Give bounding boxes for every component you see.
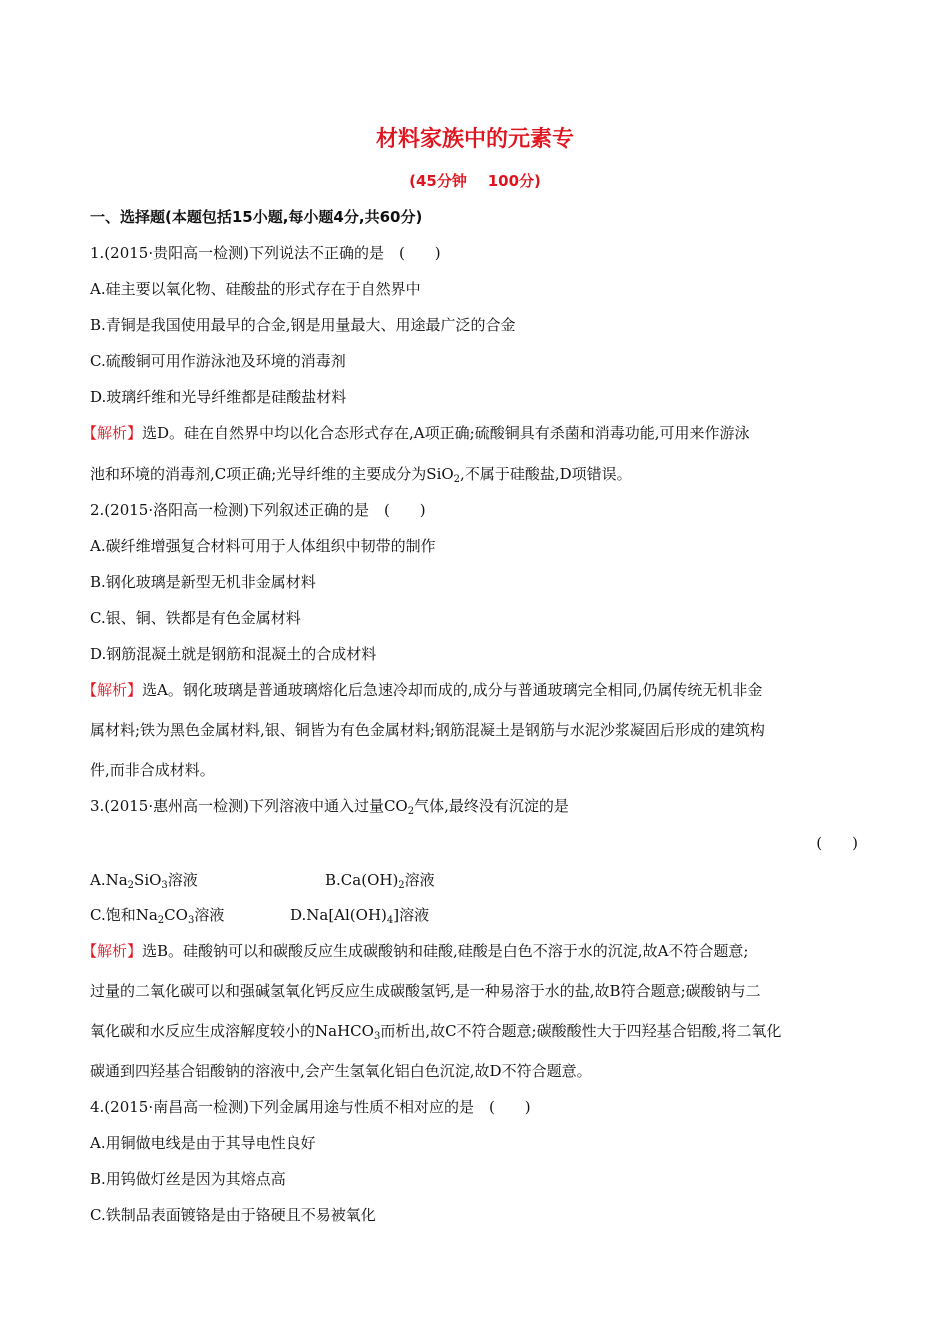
q3-stem bbox=[90, 796, 569, 816]
q1-analysis-text: 选D。硅在自然界中均以化合态形式存在,A项正确;硫酸铜具有杀菌和消毒功能,可用来作游泳 bbox=[142, 424, 750, 442]
q1-option-a: A.硅主要以氧化物、硅酸盐的形式存在于自然界中 bbox=[90, 280, 421, 298]
q1-option-c: C.硫酸铜可用作游泳池及环境的消毒剂 bbox=[90, 352, 346, 370]
q3-b-1: B.Ca(OH) bbox=[325, 871, 399, 889]
subscript: 2 bbox=[398, 880, 405, 891]
q3-stem-b: 气体,最终没有沉淀的是 bbox=[414, 797, 569, 815]
subscript: 2 bbox=[157, 915, 165, 926]
q1-option-d: D.玻璃纤维和光导纤维都是硅酸盐材料 bbox=[90, 388, 347, 406]
q1-analysis-text-2b: ,不属于硅酸盐,D项错误。 bbox=[460, 465, 632, 483]
q3-option-b bbox=[325, 870, 435, 890]
q3-d-2: ]溶液 bbox=[393, 906, 430, 924]
q1-analysis-text-2a: 池和环境的消毒剂,C项正确;光导纤维的主要成分为SiO bbox=[90, 465, 454, 483]
q4-option-b: B.用钨做灯丝是因为其熔点高 bbox=[90, 1170, 286, 1188]
q3-c-2: CO bbox=[164, 906, 188, 924]
q2-analysis-line-3: 件,而非合成材料。 bbox=[90, 761, 215, 779]
q3-c-3: 溶液 bbox=[194, 906, 225, 924]
q3-option-d bbox=[290, 905, 429, 925]
q2-option-a: A.碳纤维增强复合材料可用于人体组织中韧带的制作 bbox=[90, 537, 436, 555]
section-heading: 一、选择题(本题包括15小题,每小题4分,共60分) bbox=[90, 208, 423, 226]
q2-option-b: B.钢化玻璃是新型无机非金属材料 bbox=[90, 573, 316, 591]
q3-analysis-text-3a: 氧化碳和水反应生成溶解度较小的NaHCO bbox=[90, 1022, 374, 1040]
q4-stem: 4.(2015·南昌高一检测)下列金属用途与性质不相对应的是 ( ) bbox=[90, 1098, 531, 1116]
q3-analysis-text-3b: 而析出,故C不符合题意;碳酸酸性大于四羟基合铝酸,将二氧化 bbox=[380, 1022, 782, 1040]
q3-stem-a: 3.(2015·惠州高一检测)下列溶液中通入过量CO bbox=[90, 797, 408, 815]
q3-a-3: 溶液 bbox=[167, 871, 198, 889]
subscript: 2 bbox=[453, 474, 461, 485]
q3-analysis-line-2: 过量的二氧化碳可以和强碱氢氧化钙反应生成碳酸氢钙,是一种易溶于水的盐,故B符合题意;碳酸钠与二 bbox=[90, 982, 761, 1000]
q2-analysis-line-1 bbox=[82, 680, 762, 700]
q2-option-c: C.银、铜、铁都是有色金属材料 bbox=[90, 609, 301, 627]
q3-b-2: 溶液 bbox=[404, 871, 435, 889]
subscript: 3 bbox=[187, 915, 195, 926]
q1-option-b: B.青铜是我国使用最早的合金,钢是用量最大、用途最广泛的合金 bbox=[90, 316, 516, 334]
q3-option-a bbox=[90, 870, 198, 890]
subscript: 2 bbox=[127, 880, 135, 891]
subscript: 4 bbox=[386, 915, 394, 926]
q3-a-1: A.Na bbox=[90, 871, 128, 889]
q1-stem: 1.(2015·贵阳高一检测)下列说法不正确的是 ( ) bbox=[90, 244, 441, 262]
analysis-tag: 【解析】 bbox=[82, 424, 143, 442]
q3-answer-paren: ( ) bbox=[816, 834, 858, 852]
subscript: 3 bbox=[161, 880, 168, 891]
page-subtitle: (45分钟 100分) bbox=[409, 172, 541, 190]
subscript: 3 bbox=[373, 1031, 381, 1042]
subscript: 2 bbox=[407, 806, 415, 817]
q2-stem: 2.(2015·洛阳高一检测)下列叙述正确的是 ( ) bbox=[90, 501, 426, 519]
q2-analysis-line-2: 属材料;铁为黑色金属材料,银、铜皆为有色金属材料;钢筋混凝土是钢筋与水泥沙浆凝固后形成的建筑构 bbox=[90, 721, 765, 739]
q3-analysis-text: 选B。硅酸钠可以和碳酸反应生成碳酸钠和硅酸,硅酸是白色不溶于水的沉淀,故A不符合题意; bbox=[142, 942, 749, 960]
q1-analysis-line-1 bbox=[82, 423, 749, 443]
q3-analysis-line-3 bbox=[90, 1021, 781, 1041]
q3-d-1: D.Na[Al(OH) bbox=[290, 906, 387, 924]
analysis-tag: 【解析】 bbox=[82, 681, 143, 699]
page-title: 材料家族中的元素专 bbox=[375, 127, 574, 152]
q1-analysis-line-2 bbox=[90, 464, 632, 484]
q2-option-d: D.钢筋混凝土就是钢筋和混凝土的合成材料 bbox=[90, 645, 377, 663]
q3-c-1: C.饱和Na bbox=[90, 906, 158, 924]
analysis-tag: 【解析】 bbox=[82, 942, 143, 960]
q3-a-2: SiO bbox=[134, 871, 162, 889]
q3-analysis-line-1 bbox=[82, 941, 748, 961]
q2-analysis-text: 选A。钢化玻璃是普通玻璃熔化后急速冷却而成的,成分与普通玻璃完全相同,仍属传统无机非金 bbox=[142, 681, 763, 699]
q3-analysis-line-4: 碳通到四羟基合铝酸钠的溶液中,会产生氢氧化铝白色沉淀,故D不符合题意。 bbox=[90, 1062, 592, 1080]
q4-option-a: A.用铜做电线是由于其导电性良好 bbox=[90, 1134, 316, 1152]
q3-option-c bbox=[90, 905, 224, 925]
q4-option-c: C.铁制品表面镀铬是由于铬硬且不易被氧化 bbox=[90, 1206, 376, 1224]
